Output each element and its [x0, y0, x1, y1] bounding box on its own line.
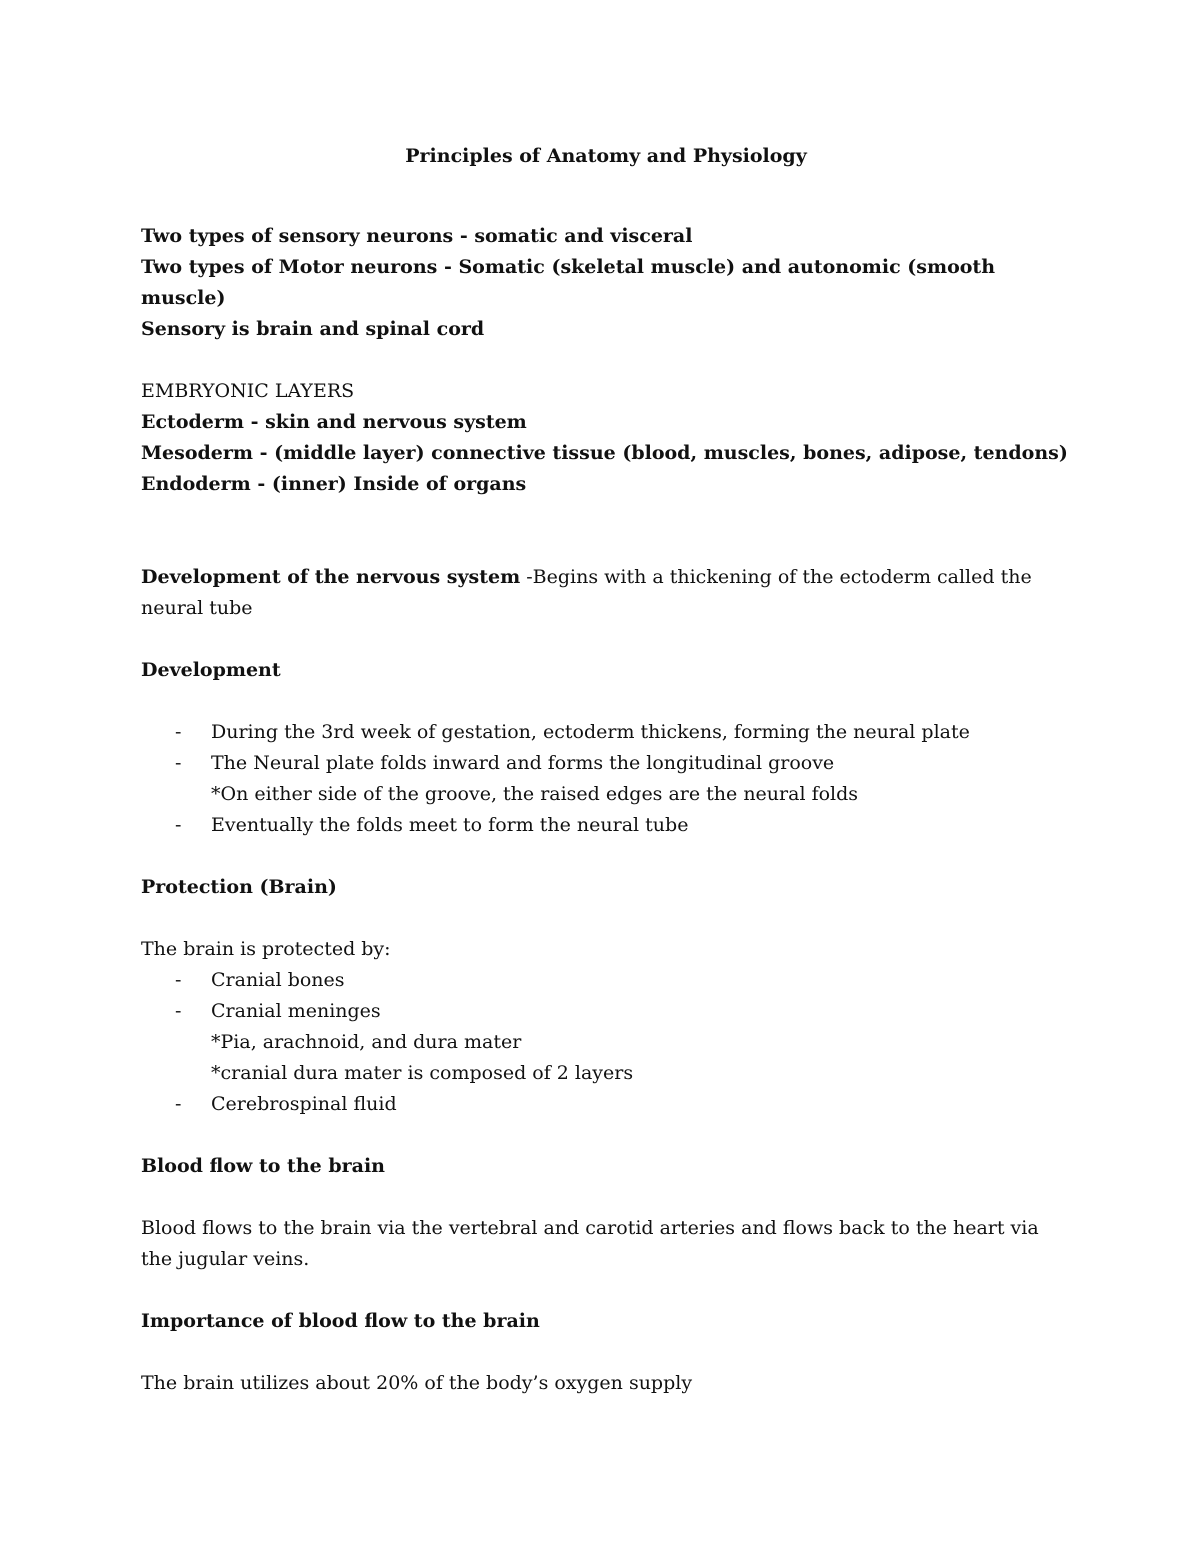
embryonic-heading: EMBRYONIC LAYERS — [141, 380, 355, 402]
importance-heading: Importance of blood flow to the brain — [141, 1310, 540, 1332]
list-item — [141, 1089, 1071, 1120]
list-item-text: During the 3rd week of gestation, ectoderm thickens, forming the neural plate — [211, 721, 970, 743]
embryonic-ectoderm: Ectoderm - skin and nervous system — [141, 411, 527, 433]
list-item-text: Cranial bones — [211, 969, 345, 991]
list-item-text: The Neural plate folds inward and forms the longitudinal groove — [211, 752, 835, 774]
dash-bullet: - — [175, 969, 182, 991]
list-item-text: Cranial meninges — [211, 1000, 381, 1022]
intro-line-motor: Two types of Motor neurons - Somatic (skeletal muscle) and autonomic (smooth muscle) — [141, 256, 996, 309]
list-item-text: Cerebrospinal fluid — [211, 1093, 397, 1115]
dash-bullet: - — [175, 752, 182, 774]
spacer — [141, 1275, 1071, 1306]
spacer — [141, 624, 1071, 655]
spacer — [141, 841, 1071, 872]
blood-flow-text: Blood flows to the brain via the vertebral and carotid arteries and flows back to the heart via the jugular veins. — [141, 1217, 1039, 1270]
spacer — [141, 1182, 1071, 1213]
intro-line-sensory-location: Sensory is brain and spinal cord — [141, 318, 485, 340]
list-item — [141, 965, 1071, 996]
embryonic-endoderm: Endoderm - (inner) Inside of organs — [141, 473, 527, 495]
dash-bullet: - — [175, 1093, 182, 1115]
embryonic-mesoderm: Mesoderm - (middle layer) connective tissue (blood, muscles, bones, adipose, tendons) — [141, 442, 1068, 464]
importance-text: The brain utilizes about 20% of the body’s oxygen supply — [141, 1372, 693, 1394]
protection-heading: Protection (Brain) — [141, 876, 337, 898]
protection-list-continued — [141, 1089, 1071, 1120]
protection-note: *Pia, arachnoid, and dura mater — [211, 1031, 522, 1053]
protection-intro: The brain is protected by: — [141, 938, 391, 960]
spacer — [141, 1120, 1071, 1151]
spacer — [141, 903, 1071, 934]
nervous-development-paragraph — [141, 562, 1071, 624]
intro-line-sensory: Two types of sensory neurons - somatic and visceral — [141, 225, 693, 247]
spacer — [141, 1337, 1071, 1368]
list-item-text: Eventually the folds meet to form the neural tube — [211, 814, 689, 836]
list-item — [141, 810, 1071, 841]
list-item — [141, 717, 1071, 748]
protection-note: *cranial dura mater is composed of 2 layers — [211, 1062, 634, 1084]
list-item — [141, 996, 1071, 1027]
spacer — [141, 500, 1071, 531]
dash-bullet: - — [175, 1000, 182, 1022]
development-heading: Development — [141, 659, 281, 681]
list-item — [141, 748, 1071, 779]
nervous-development-text: -Begins with a thickening of the ectoderm called the neural tube — [141, 566, 1032, 619]
spacer — [141, 686, 1071, 717]
dash-bullet: - — [175, 814, 182, 836]
document-content — [141, 141, 1071, 1399]
development-list-continued — [141, 810, 1071, 841]
protection-list — [141, 965, 1071, 1027]
nervous-development-label: Development of the nervous system — [141, 566, 521, 588]
spacer — [141, 345, 1071, 376]
spacer — [141, 203, 1071, 221]
dash-bullet: - — [175, 721, 182, 743]
development-note: *On either side of the groove, the raised edges are the neural folds — [211, 783, 859, 805]
blood-flow-heading: Blood flow to the brain — [141, 1155, 385, 1177]
spacer — [141, 531, 1071, 562]
spacer — [141, 172, 1071, 203]
development-list — [141, 717, 1071, 779]
document-title: Principles of Anatomy and Physiology — [405, 145, 807, 167]
